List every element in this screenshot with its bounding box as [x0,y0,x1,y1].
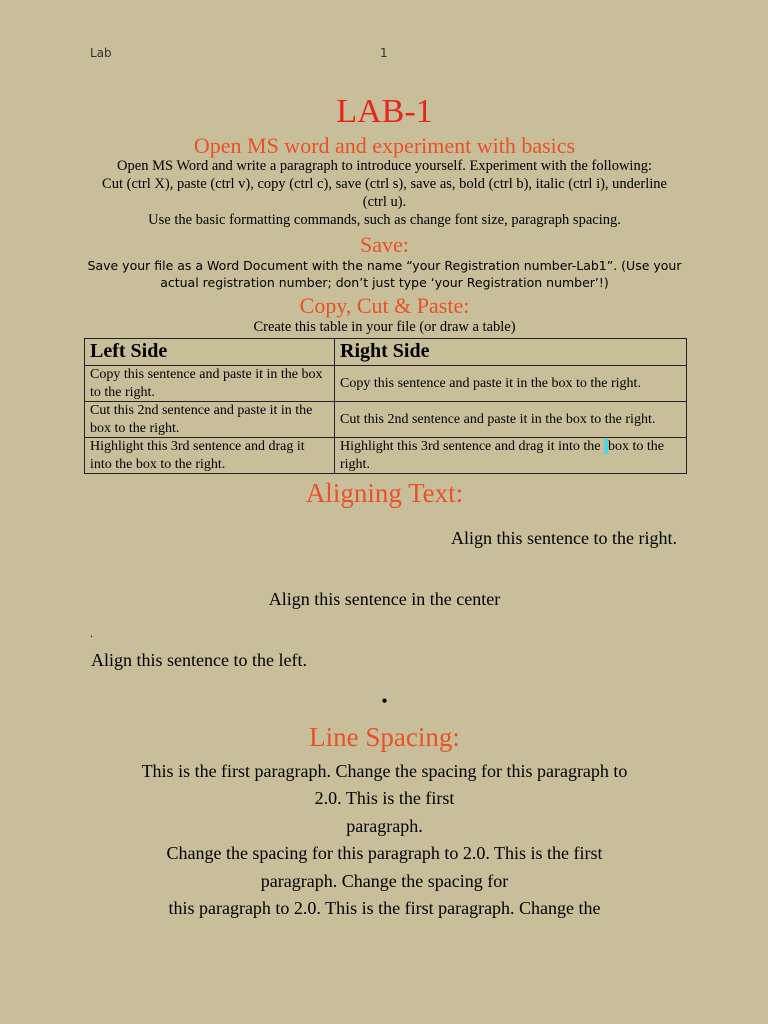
intro-line-4: Use the basic formatting commands, such as change font size, paragraph spacing. [148,212,621,228]
copy-heading: Copy, Cut & Paste: [299,293,470,318]
save-heading: Save: [360,232,409,257]
align-right-sentence: Align this sentence to the right. [451,528,677,548]
table-cell-right[interactable]: Cut this 2nd sentence and paste it in the box to the right. [335,402,687,438]
spacing-line-5: paragraph. Change the spacing for [260,871,509,891]
table-row [85,438,687,474]
aligning-heading: Aligning Text: [305,478,464,508]
intro-heading: Open MS word and experiment with basics [193,133,576,158]
page-number: 1 [380,46,388,60]
practice-table [84,338,687,474]
table-header-left: Left Side [85,339,335,366]
spacing-line-4: Change the spacing for this paragraph to 2.0. This is the first [166,843,603,863]
copy-instruction: Create this table in your file (or draw a table) [253,319,516,335]
intro-line-1: Open MS Word and write a paragraph to introduce yourself. Experiment with the following: [117,158,652,174]
bullet-point: • [381,691,388,711]
table-cell-right[interactable] [335,438,687,474]
header-label: Lab [90,46,112,60]
table-cell-left[interactable]: Highlight this 3rd sentence and drag it into the box to the right. [85,438,335,474]
align-left-sentence: Align this sentence to the left. [91,650,307,670]
intro-line-2: Cut (ctrl X), paste (ctrl v), copy (ctrl c), save (ctrl s), save as, bold (ctrl b), italic (ctrl i), underline [102,176,667,192]
table-header-row [85,339,687,366]
table-row [85,402,687,438]
spacing-line-1: This is the first paragraph. Change the spacing for this paragraph to [141,761,628,781]
spacing-line-2: 2.0. This is the first [314,788,455,808]
spacing-line-6: this paragraph to 2.0. This is the first paragraph. Change the [168,898,601,918]
document-title: LAB-1 [336,93,433,130]
table-header-right: Right Side [335,339,687,366]
table-cell-left[interactable]: Cut this 2nd sentence and paste it in the box to the right. [85,402,335,438]
save-line-2: actual registration number; don’t just type ‘your Registration number’!) [160,275,609,290]
table-cell-left[interactable]: Copy this sentence and paste it in the box to the right. [85,366,335,402]
intro-line-3: (ctrl u). [362,194,407,210]
cell-text-start: Highlight this 3rd sentence and drag it into the [340,439,601,454]
save-line-1: Save your file as a Word Document with the name “your Registration number-Lab1”. (Use your [87,258,682,273]
stray-dot: . [90,626,93,640]
spacing-line-3: paragraph. [346,816,423,836]
cell-text-end: box to the right. [340,439,665,472]
align-center-sentence: Align this sentence in the center [268,589,501,609]
spacing-heading: Line Spacing: [309,722,460,752]
table-row [85,366,687,402]
table-cell-right[interactable]: Copy this sentence and paste it in the box to the right. [335,366,687,402]
